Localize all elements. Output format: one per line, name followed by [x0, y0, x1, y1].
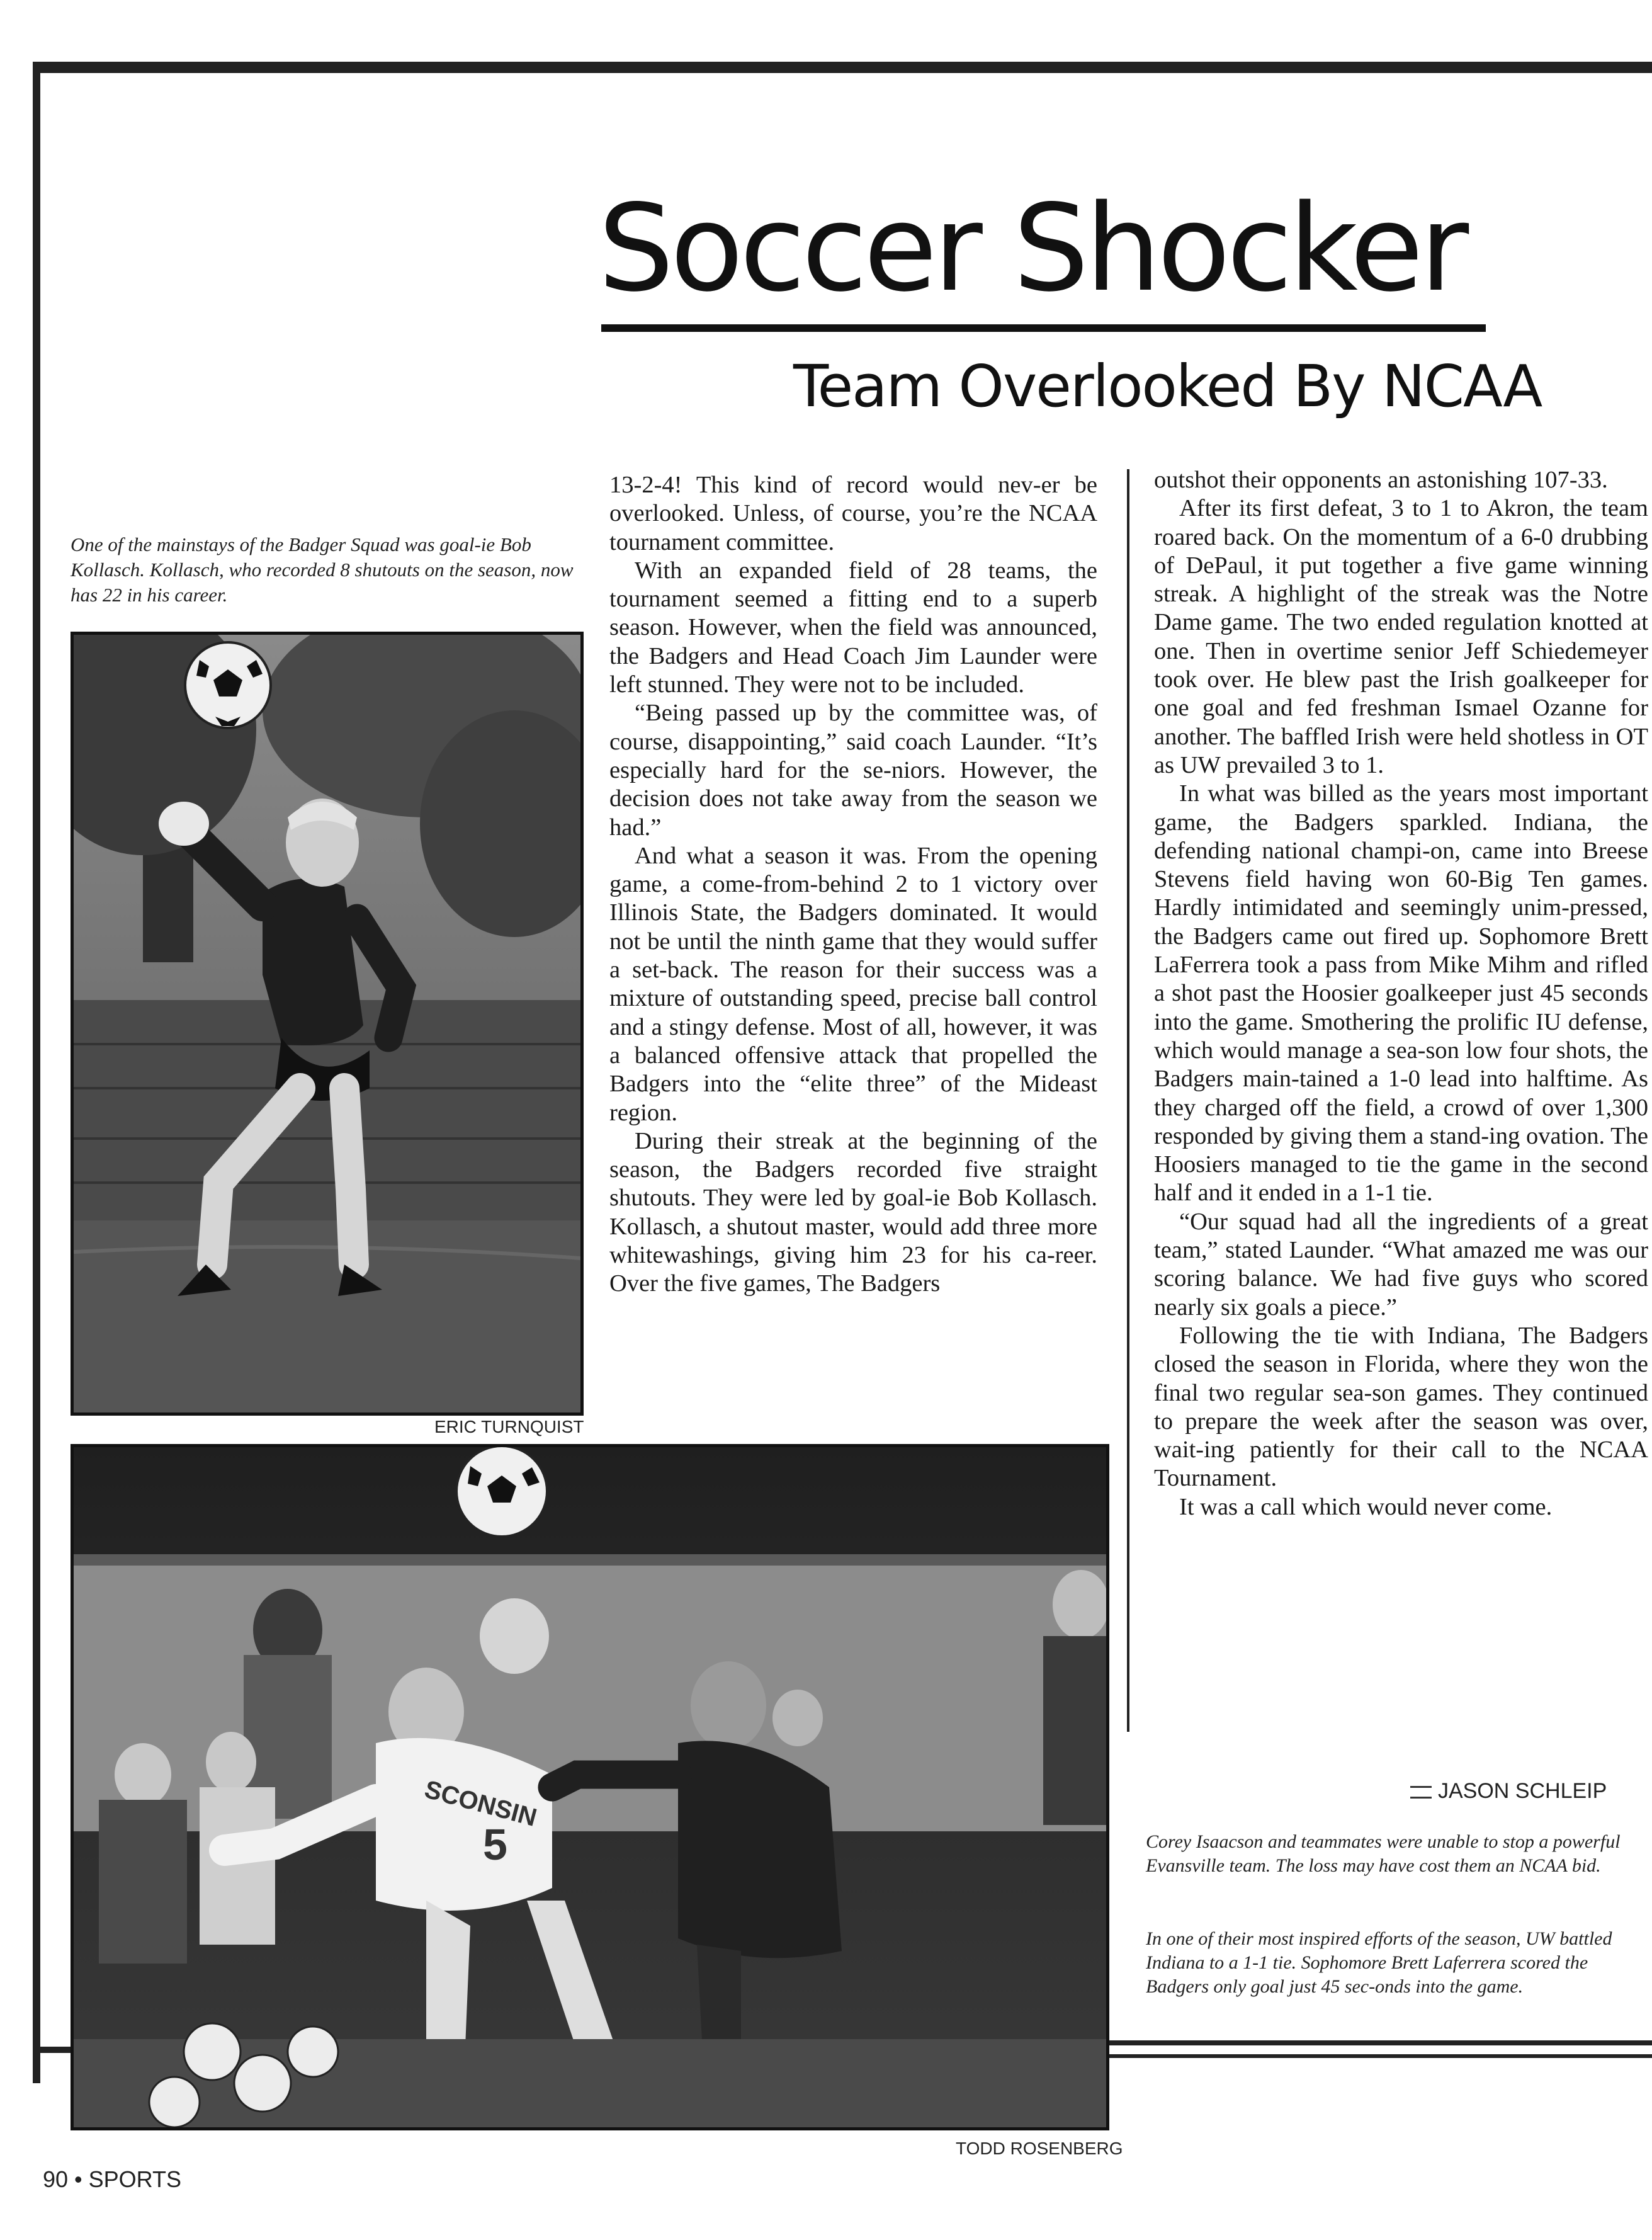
frame-bottom-right-rule [1108, 2040, 1652, 2045]
author-byline [1410, 1779, 1607, 1804]
title-underline [601, 324, 1486, 332]
indiana-game-photo [71, 1444, 1109, 2130]
article-paragraph: During their streak at the beginning of the season, the Badgers recorded five straight shutouts. They were led by goal-ie Bob Kollasch. Kollasch, a shutout master, would add three more whitewashings, giving him 23 for his ca-reer. Over the five games, The Badgers [609, 1127, 1097, 1297]
goalie-photo [71, 632, 584, 1416]
article-paragraph: 13-2-4! This kind of record would nev-er be overlooked. Unless, of course, you’re the NCAA tournament committee. [609, 472, 1097, 555]
article-paragraph: It was a call which would never come. [1179, 1493, 1553, 1520]
goalie-photo-image [74, 635, 580, 1413]
frame-bottom-rule [33, 2047, 71, 2053]
goalie-photo-caption: One of the mainstays of the Badger Squad was goal-ie Bob Kollasch. Kollasch, who recorded 8 shutouts on the season, now has 22 in his career. [71, 533, 574, 606]
article-column-1 [609, 471, 1097, 1299]
article-paragraph: And what a season it was. From the opening game, a come-from-behind 2 to 1 victory over Illinois State, the Badgers dominated. It would not be until the ninth game that they would suffer a set-back. The reason for their success was a mixture of outstanding speed, precise ball control and a stingy defense. Most of all, however, it was a balanced offensive attack that propelled the Badgers into the “elite three” of the Mideast region. [609, 842, 1097, 1126]
jersey-number: 5 [483, 1820, 507, 1869]
frame-top-rule [33, 62, 1652, 73]
article-paragraph: “Being passed up by the committee was, of course, disappointing,” said coach Launder. “It’s especially hard for the se-niors. However, the decision does not take away from the season we had.” [609, 700, 1097, 841]
page-folio: 90 • SPORTS [43, 2166, 182, 2192]
article-paragraph: Following the tie with Indiana, The Badgers closed the season in Florida, where they won the final two regular sea-son games. They continued to prepare the week after the season was over, wait-ing patiently for their call to the NCAA Tournament. [1154, 1322, 1648, 1492]
column-divider [1127, 469, 1129, 1732]
byline-mark-icon [1410, 1786, 1432, 1799]
jersey-text: SCONSIN [421, 1775, 540, 1832]
frame-bottom-right-rule-2 [1108, 2054, 1652, 2058]
photo-credit-todd-rosenberg: TODD ROSENBERG [956, 2139, 1123, 2158]
page-title: Soccer Shocker [598, 179, 1466, 318]
article-paragraph: outshot their opponents an astonishing 107-33. [1154, 467, 1608, 493]
author-name: JASON SCHLEIP [1438, 1779, 1607, 1803]
indiana-game-caption: In one of their most inspired efforts of the season, UW battled Indiana to a 1-1 tie. Sophomore Brett Laferrera scored the Badgers only goal just 45 sec-onds into the game. [1146, 1928, 1612, 1997]
isaacson-caption: Corey Isaacson and teammates were unable to stop a powerful Evansville team. The loss may have cost them an NCAA bid. [1146, 1831, 1621, 1876]
article-paragraph: In what was billed as the years most important game, the Badgers sparkled. Indiana, the defending national champi-on, came into Breese Stevens field having won 60-Big Ten games. Hardly intimidated and seemingly unim-pressed, the Badgers came out fired up. Sophomore Brett LaFerrera took a pass from Mike Mihm and rifled a shot past the Hoosier goalkeeper just 45 seconds into the game. Smothering the prolific IU defense, which would manage a sea-son low four shots, the Badgers main-tained a 1-0 lead into halftime. As they charged off the field, a crowd of over 1,300 responded by giving them a stand-ing ovation. The Hoosiers managed to tie the game in the second half and it ended in a 1-1 tie. [1154, 780, 1648, 1207]
article-column-2 [1154, 466, 1648, 1521]
article-paragraph: After its first defeat, 3 to 1 to Akron, the team roared back. On the momentum of a 6-0 drubbing of DePaul, it put together a five game winning streak. A highlight of the streak was the Notre Dame game. The two ended regulation knotted at one. Then in overtime senior Jeff Schiedemeyer took over. He blew past the Irish goalkeeper for one goal and fed freshman Ismael Ozanne for another. The baffled Irish were held shotless in OT as UW prevailed 3 to 1. [1154, 495, 1648, 778]
page-subtitle: Team Overlooked By NCAA [793, 353, 1542, 420]
photo-credit-eric-turnquist: ERIC TURNQUIST [434, 1417, 584, 1436]
frame-left-rule [33, 62, 40, 2083]
indiana-game-photo-image [74, 1447, 1106, 2127]
article-paragraph: “Our squad had all the ingredients of a great team,” stated Launder. “What amazed me was our scoring balance. We had five guys who scored nearly six goals a piece.” [1154, 1208, 1648, 1321]
article-paragraph: With an expanded field of 28 teams, the tournament seemed a fitting end to a superb season. However, when the field was announced, the Badgers and Head Coach Jim Launder were left stunned. They were not to be included. [609, 557, 1097, 698]
